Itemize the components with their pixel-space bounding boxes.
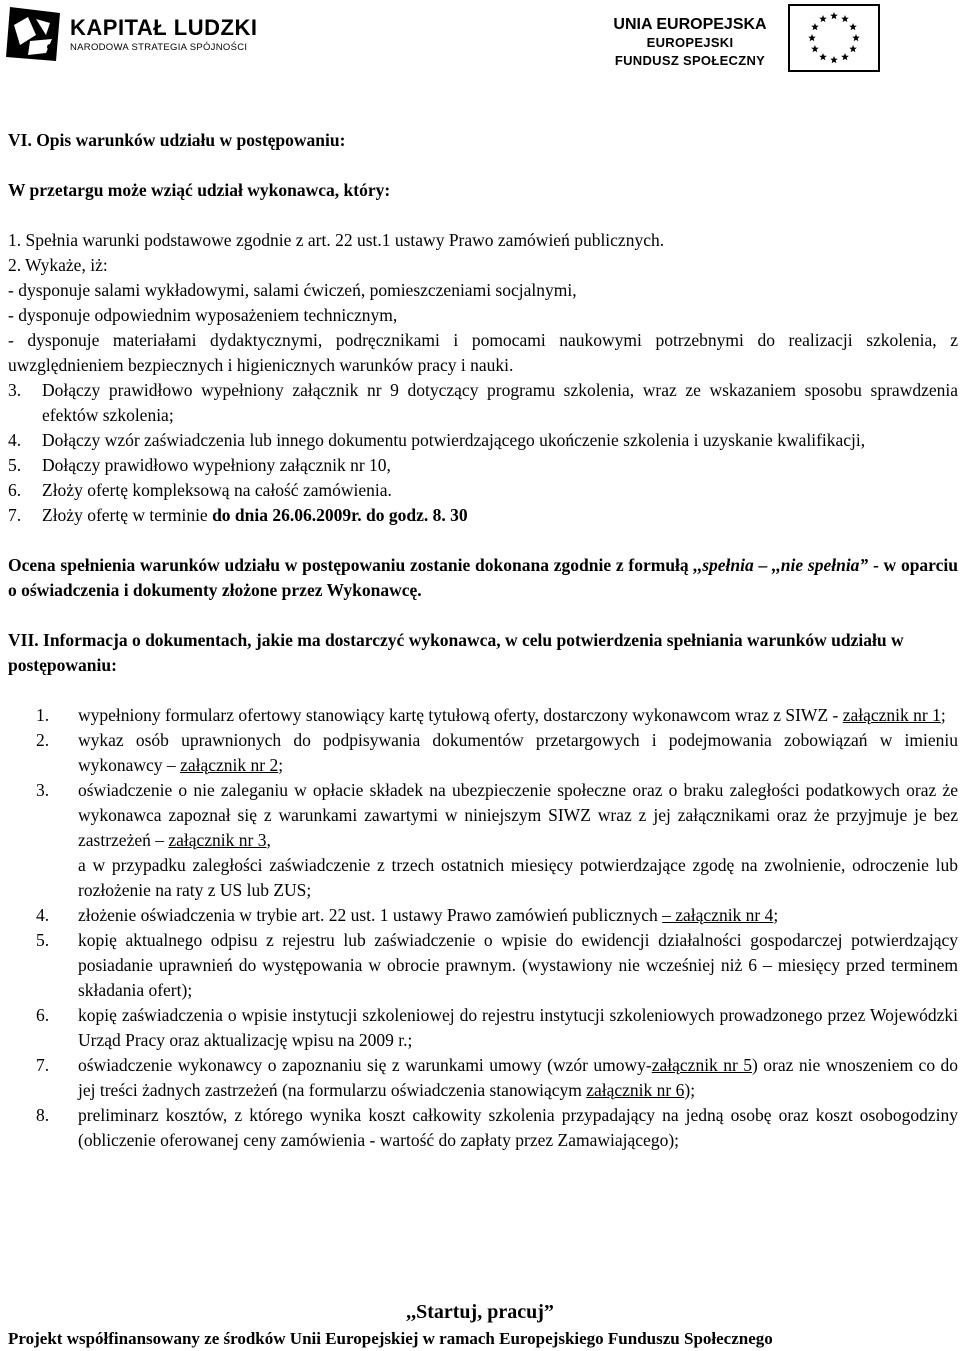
document-item-8 <box>8 1103 958 1153</box>
document-number: 5. <box>36 930 50 950</box>
document-text: kopię aktualnego odpisu z rejestru lub zaświadczenie o wpisie do ewidencji działalności gospodarczej potwierdzający posiadanie uprawnień do występowania w obrocie prawnym. (wystawiony nie wcześniej niż 6 – miesięcy przed terminem składania ofert); <box>78 930 958 1000</box>
condition-4 <box>8 428 958 453</box>
condition-2: 2. Wykaże, iż: <box>8 255 108 275</box>
condition-2-sub-1: - dysponuje salami wykładowymi, salami ćwiczeń, pomieszczeniami socjalnymi, <box>8 280 577 300</box>
deadline-date: do dnia 26.06.2009r. do godz. 8. 30 <box>212 505 468 525</box>
evaluation-nie-spelnia: ,,nie spełnia” <box>772 555 869 575</box>
kapital-ludzki-logo <box>6 5 258 65</box>
evaluation-spelnia: ,,spełnia <box>693 555 754 575</box>
document-number: 2. <box>36 730 50 750</box>
eu-logo <box>613 4 955 76</box>
section-6-heading: VI. Opis warunków udziału w postępowaniu: <box>8 130 346 150</box>
condition-2-sub-2: - dysponuje odpowiednim wyposażeniem technicznym, <box>8 305 398 325</box>
evaluation-dash: – <box>753 555 773 575</box>
document-text-part: wypełniony formularz ofertowy stanowiący kartę tytułową oferty, dostarczony wykonawcom wraz z SIWZ - <box>78 705 843 725</box>
page-header <box>0 0 960 80</box>
kapital-ludzki-title: KAPITAŁ LUDZKI <box>70 15 258 40</box>
document-text-part: oświadczenie o nie zaleganiu w opłacie składek na ubezpieczenie społeczne oraz o braku zaległości podatkowych oraz że wykonawca zapoznał się z warunkami zawartymi w niniejszym SIWZ wraz z jej załącznikami oraz że przyjmuje je bez zastrzeżeń – <box>78 780 958 850</box>
evaluation-paragraph <box>8 553 958 603</box>
evaluation-text-e: - w oparciu o oświadczenia i dokumenty złożone przez Wykonawcę. <box>8 555 958 600</box>
evaluation-text-a: Ocena spełnienia warunków udziału w postępowaniu zostanie dokonana zgodnie z formułą <box>8 555 694 575</box>
condition-text: Dołączy prawidłowo wypełniony załącznik nr 9 dotyczący programu szkolenia, wraz ze wskazaniem sposobu sprawdzenia efektów szkolenia; <box>42 380 958 425</box>
document-text: preliminarz kosztów, z którego wynika koszt całkowity szkolenia przypadający na jedną osobę oraz koszt osobogodziny (obliczenie oferowanej ceny zamówienia - wartość do zapłaty przez Zamawiającego); <box>78 1105 958 1150</box>
condition-number: 6. <box>8 480 22 500</box>
document-text-end: ; <box>940 705 946 725</box>
document-text: kopię zaświadczenia o wpisie instytucji szkoleniowej do rejestru instytucji szkoleniowych prowadzonego przez Wojewódzki Urząd Pracy oraz aktualizację wpisu na 2009 r.; <box>78 1005 958 1050</box>
documents-list <box>8 703 958 1153</box>
condition-2-sub-3: - dysponuje materiałami dydaktycznymi, podręcznikami i pomocami naukowymi potrzebnymi do realizacji szkolenia, z uwzględnieniem bezpiecznych i higienicznych warunków pracy i nauki. <box>8 330 958 375</box>
condition-7 <box>8 503 958 528</box>
condition-number: 7. <box>8 505 22 525</box>
attachment-ref: załącznik nr 5 <box>651 1055 753 1075</box>
condition-text <box>42 503 958 528</box>
document-item-7 <box>8 1053 958 1103</box>
document-text-end: ); <box>684 1080 696 1100</box>
document-item-6 <box>8 1003 958 1053</box>
eu-logo-line3: FUNDUSZ SPOŁECZNY <box>614 53 766 68</box>
condition-6 <box>8 478 958 503</box>
document-text <box>78 1053 958 1103</box>
document-item-4 <box>8 903 958 928</box>
document-text-continued: a w przypadku zaległości zaświadczenie z trzech ostatnich miesięcy potwierdzające zgodę na zwolnienie, odroczenie lub rozłożenie na raty z US lub ZUS; <box>78 855 958 900</box>
eu-logo-text <box>605 16 775 70</box>
attachment-ref: załącznik nr 2 <box>180 755 279 775</box>
document-text <box>78 778 958 903</box>
document-item-1 <box>8 703 958 728</box>
attachment-ref: załącznik nr 3 <box>168 830 267 850</box>
footer-cofinanced: Projekt współfinansowany ze środków Unii Europejskiej w ramach Europejskiego Funduszu Społecznego <box>8 1329 773 1348</box>
document-number: 7. <box>36 1055 50 1075</box>
document-text-part: wykaz osób uprawnionych do podpisywania dokumentów przetargowych i podejmowania zobowiązań w imieniu wykonawcy – <box>78 730 958 775</box>
document-text <box>78 903 958 928</box>
document-number: 1. <box>36 705 50 725</box>
document-item-2 <box>8 728 958 778</box>
condition-text: Dołączy wzór zaświadczenia lub innego dokumentu potwierdzającego ukończenie szkolenia i uzyskanie kwalifikacji, <box>42 430 866 450</box>
condition-text: Złoży ofertę kompleksową na całość zamówienia. <box>42 480 392 500</box>
document-text-part: ) oraz nie wnoszeniem co do jej treści żadnych zastrzeżeń (na formularzu oświadczenia stanowiącym <box>78 1055 959 1100</box>
attachment-ref: załącznik nr 6 <box>586 1080 685 1100</box>
eu-logo-line1: UNIA EUROPEJSKA <box>613 16 767 33</box>
section-6-intro: W przetargu może wziąć udział wykonawca, który: <box>8 180 391 200</box>
document-text <box>78 728 958 778</box>
document-body <box>8 128 958 1153</box>
condition-number: 5. <box>8 455 22 475</box>
condition-number: 4. <box>8 430 22 450</box>
document-number: 3. <box>36 780 50 800</box>
document-number: 4. <box>36 905 50 925</box>
document-item-5 <box>8 928 958 1003</box>
document-text-part: złożenie oświadczenia w trybie art. 22 ust. 1 ustawy Prawo zamówień publicznych <box>78 905 663 925</box>
kapital-ludzki-subtitle: NARODOWA STRATEGIA SPÓJNOŚCI <box>70 42 248 53</box>
attachment-ref: – załącznik nr 4 <box>662 905 774 925</box>
document-text <box>78 703 958 728</box>
deadline-label: Złoży ofertę w terminie <box>42 505 213 525</box>
document-item-3 <box>8 778 958 903</box>
document-number: 8. <box>36 1105 50 1125</box>
document-text-end: ; <box>773 905 779 925</box>
document-number: 6. <box>36 1005 50 1025</box>
condition-1: 1. Spełnia warunki podstawowe zgodnie z art. 22 ust.1 ustawy Prawo zamówień publicznych. <box>8 230 665 250</box>
condition-5 <box>8 453 958 478</box>
document-text-end: , <box>266 830 271 850</box>
attachment-ref: załącznik nr 1 <box>842 705 941 725</box>
kapital-ludzki-flag-icon <box>6 5 62 63</box>
eu-flag-icon <box>788 4 880 72</box>
document-text-part: oświadczenie wykonawcy o zapoznaniu się z warunkami umowy (wzór umowy- <box>78 1055 652 1075</box>
condition-3 <box>8 378 958 428</box>
section-7-heading: VII. Informacja o dokumentach, jakie ma dostarczyć wykonawca, w celu potwierdzenia spełniania warunków udziału w postępowaniu: <box>8 630 904 675</box>
condition-text: Dołączy prawidłowo wypełniony załącznik nr 10, <box>42 455 391 475</box>
document-text-end: ; <box>278 755 284 775</box>
footer-slogan: ,,Startuj, pracuj” <box>406 1301 554 1323</box>
eu-logo-line2: EUROPEJSKI <box>646 35 734 50</box>
condition-number: 3. <box>8 380 22 400</box>
